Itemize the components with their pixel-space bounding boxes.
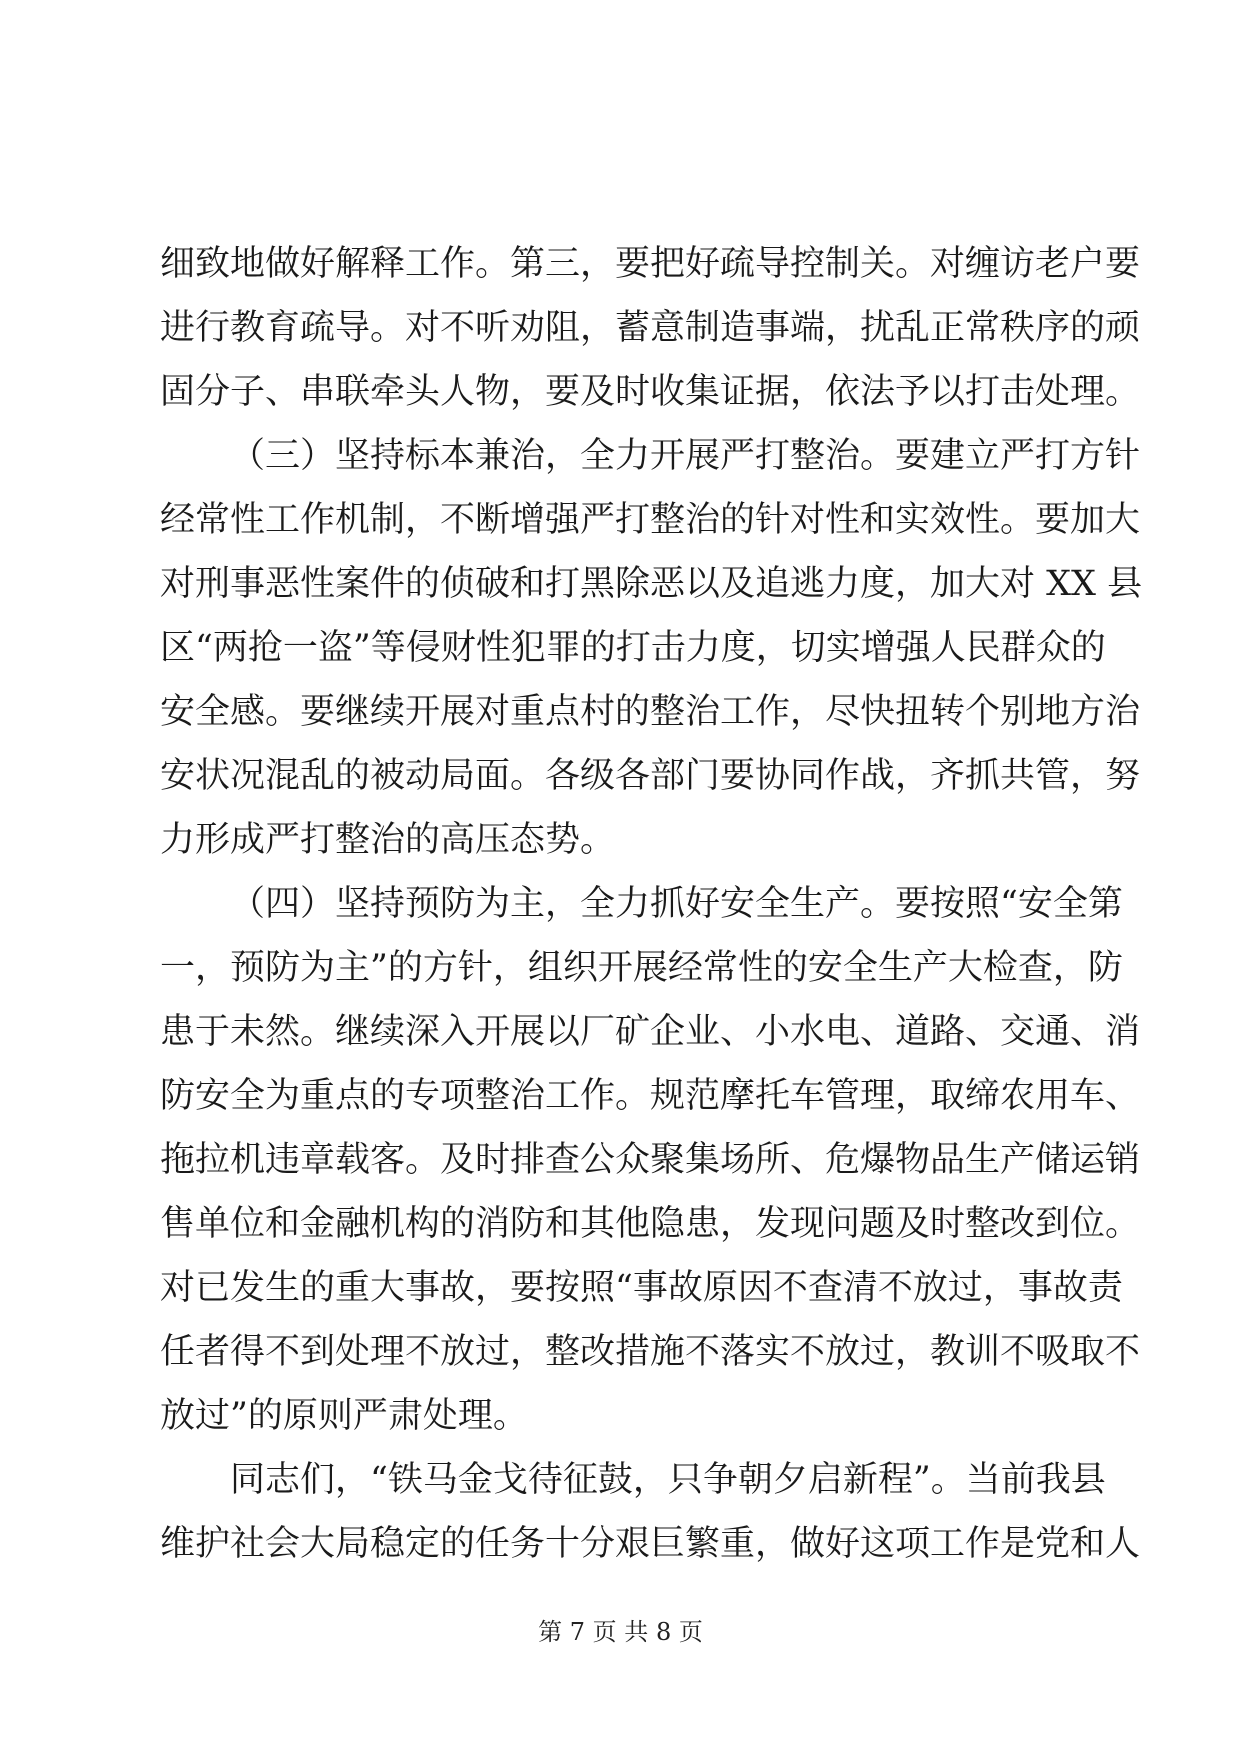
text-line: 防安全为重点的专项整治工作。规范摩托车管理，取缔农用车、 xyxy=(160,1076,1141,1116)
page-footer: 第 7 页 共 8 页 xyxy=(538,1618,703,1646)
text-line: 经常性工作机制，不断增强严打整治的针对性和实效性。要加大 xyxy=(160,500,1141,540)
paragraph-start-line: 同志们，“铁马金戈待征鼓，只争朝夕启新程”。当前我县 xyxy=(230,1460,1106,1500)
text-line: 进行教育疏导。对不听劝阻，蓄意制造事端，扰乱正常秩序的顽 xyxy=(160,308,1141,348)
text-line: 对刑事恶性案件的侦破和打黑除恶以及追逃力度，加大对 XX 县 xyxy=(160,564,1143,604)
text-line: 一，预防为主”的方针，组织开展经常性的安全生产大检查，防 xyxy=(160,948,1123,988)
text-line: 维护社会大局稳定的任务十分艰巨繁重，做好这项工作是党和人 xyxy=(160,1524,1141,1564)
section-heading-line: （三）坚持标本兼治，全力开展严打整治。要建立严打方针 xyxy=(230,436,1141,476)
text-line: 放过”的原则严肃处理。 xyxy=(160,1396,528,1436)
text-line: 对已发生的重大事故，要按照“事故原因不查清不放过，事故责 xyxy=(160,1268,1123,1308)
text-line: 力形成严打整治的高压态势。 xyxy=(160,820,616,860)
text-line: 区“两抢一盗”等侵财性犯罪的打击力度，切实增强人民群众的 xyxy=(160,628,1106,668)
text-line: 细致地做好解释工作。第三，要把好疏导控制关。对缠访老户要 xyxy=(160,244,1141,284)
section-heading-line: （四）坚持预防为主，全力抓好安全生产。要按照“安全第 xyxy=(230,884,1123,924)
text-line: 患于未然。继续深入开展以厂矿企业、小水电、道路、交通、消 xyxy=(160,1012,1141,1052)
text-line: 售单位和金融机构的消防和其他隐患，发现问题及时整改到位。 xyxy=(160,1204,1141,1244)
text-line: 安全感。要继续开展对重点村的整治工作，尽快扭转个别地方治 xyxy=(160,692,1141,732)
text-line: 拖拉机违章载客。及时排查公众聚集场所、危爆物品生产储运销 xyxy=(160,1140,1141,1180)
text-line: 任者得不到处理不放过，整改措施不落实不放过，教训不吸取不 xyxy=(160,1332,1141,1372)
document-body xyxy=(160,232,1143,1576)
text-line: 固分子、串联牵头人物，要及时收集证据，依法予以打击处理。 xyxy=(160,372,1141,412)
text-line: 安状况混乱的被动局面。各级各部门要协同作战，齐抓共管，努 xyxy=(160,756,1141,796)
